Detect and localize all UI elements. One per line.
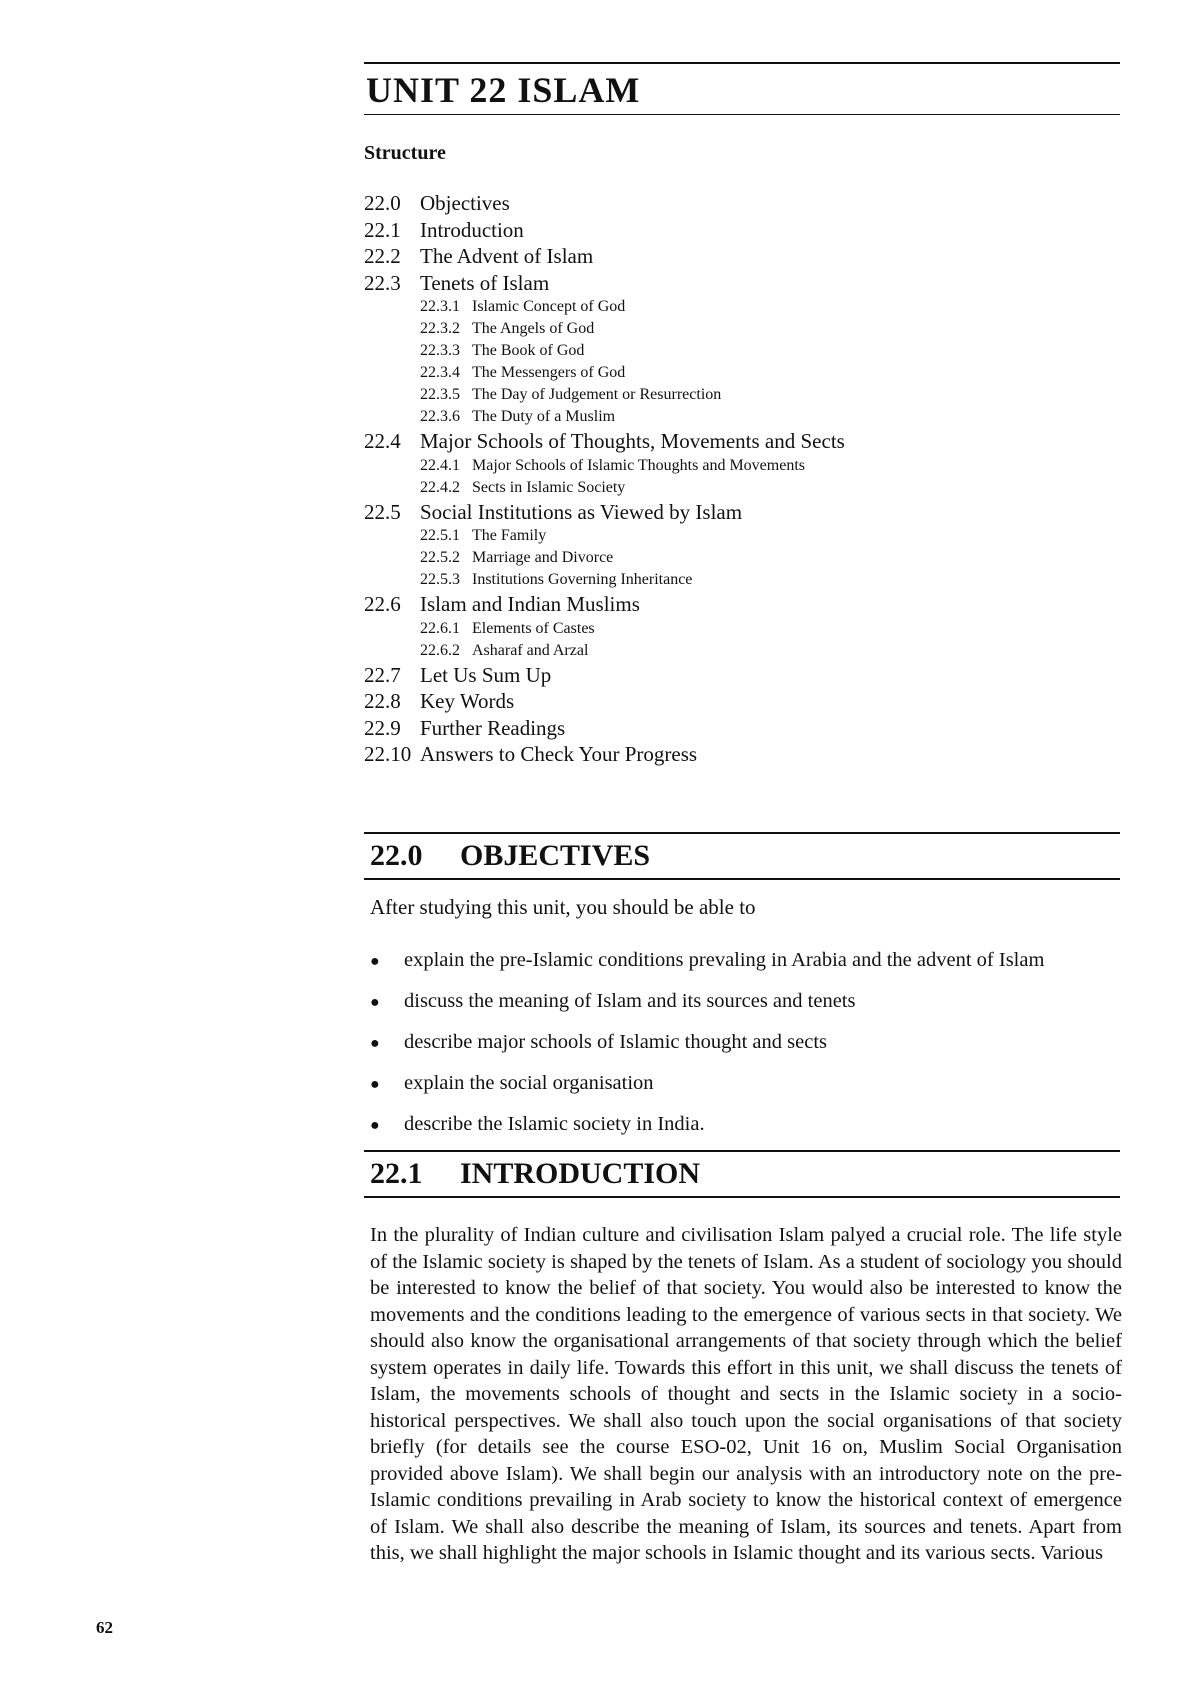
bullet-icon: ● — [370, 1076, 380, 1093]
toc-label: The Family — [472, 527, 547, 544]
list-item — [370, 1063, 1130, 1104]
toc-number: 22.3.1 — [420, 298, 460, 315]
objectives-section-number: 22.0 — [370, 839, 423, 872]
toc-subentry — [364, 525, 1124, 547]
objectives-lead: After studying this unit, you should be able to — [370, 895, 756, 919]
toc-entry — [364, 243, 1124, 270]
toc-subentry — [364, 618, 1124, 640]
page-number: 62 — [96, 1618, 113, 1637]
list-item — [370, 1104, 1130, 1145]
objective-text: explain the pre-Islamic conditions prevaling in Arabia and the advent of Islam — [404, 949, 1045, 971]
toc-number: 22.0 — [364, 191, 401, 215]
toc-label: Major Schools of Islamic Thoughts and Movements — [472, 456, 805, 474]
toc-entry — [364, 741, 1124, 768]
objective-text: describe major schools of Islamic thought and sects — [404, 1031, 827, 1053]
list-item — [370, 940, 1130, 981]
toc-entry — [364, 662, 1124, 689]
toc-subentry — [364, 296, 1124, 318]
toc-number: 22.10 — [364, 742, 412, 766]
toc-label: Asharaf and Arzal — [472, 641, 589, 659]
toc-number: 22.3 — [364, 270, 401, 295]
bullet-icon: ● — [370, 1035, 380, 1052]
toc-subentry — [364, 384, 1124, 406]
toc-label: Islam and Indian Muslims — [420, 592, 640, 616]
toc-number: 22.3.5 — [420, 386, 460, 403]
objective-text: explain the social organisation — [404, 1072, 654, 1094]
toc-number: 22.3.4 — [420, 364, 460, 381]
toc-subentry — [364, 362, 1124, 384]
toc-number: 22.5.2 — [420, 549, 460, 566]
header-rule-top — [364, 62, 1120, 64]
objectives-rule-bottom — [364, 878, 1120, 880]
toc-number: 22.6.2 — [420, 641, 460, 659]
toc-label: Marriage and Divorce — [472, 549, 614, 566]
toc-entry — [364, 591, 1124, 618]
toc-subentry — [364, 547, 1124, 569]
toc-label: The Advent of Islam — [420, 244, 594, 268]
introduction-paragraph: In the plurality of Indian culture and civilisation Islam palyed a crucial role. The life style of the Islamic society is shaped by the tenets of Islam. As a student of sociology you should be interested to know the belief of that society. You would also be interested to know the movements and the conditions leading to the emergence of various sects in that society. We should also know the organisational arrangements of that society through which the belief system operates in daily life. Towards this effort in this unit, we shall discuss the tenets of Islam, the movements schools of thought and sects in the Islamic society in a socio-historical perspectives. We shall also touch upon the social organisations of that society briefly (for details see the course ESO-02, Unit 16 on, Muslim Social Organisation provided above Islam). We shall begin our analysis with an introductory note on the pre-Islamic conditions prevailing in Arab society to know the historical context of emergence of Islam. We shall also describe the meaning of Islam, its sources and tenets. Apart from this, we shall highlight the major schools in Islamic thought and its various sects. Various — [370, 1224, 1122, 1564]
unit-title: UNIT 22 ISLAM — [366, 70, 641, 110]
bullet-icon: ● — [370, 953, 380, 970]
toc-entry — [364, 217, 1124, 244]
toc-subentry — [364, 477, 1124, 499]
list-item — [370, 1022, 1130, 1063]
objectives-heading — [364, 832, 1120, 880]
toc-label: Major Schools of Thoughts, Movements and Sects — [420, 429, 845, 453]
toc-number: 22.5.1 — [420, 527, 460, 544]
table-of-contents — [364, 190, 1124, 768]
toc-label: Social Institutions as Viewed by Islam — [420, 499, 743, 524]
toc-label: Elements of Castes — [472, 619, 595, 637]
toc-subentry — [364, 640, 1124, 662]
toc-number: 22.2 — [364, 244, 401, 268]
list-item — [370, 981, 1130, 1022]
toc-entry — [364, 688, 1124, 715]
objectives-rule-top — [364, 832, 1120, 834]
toc-number: 22.6.1 — [420, 619, 460, 637]
unit-header — [364, 62, 1120, 115]
introduction-section-title: INTRODUCTION — [460, 1157, 701, 1190]
toc-number: 22.5.3 — [420, 571, 460, 588]
structure-label: Structure — [364, 142, 446, 164]
header-rule-bottom — [364, 114, 1120, 115]
bullet-icon: ● — [370, 994, 380, 1011]
toc-label: Answers to Check Your Progress — [420, 742, 698, 766]
toc-entry — [364, 499, 1124, 526]
toc-number: 22.3.2 — [420, 320, 460, 337]
toc-subentry — [364, 406, 1124, 428]
toc-label: Sects in Islamic Society — [472, 478, 626, 496]
introduction-section-number: 22.1 — [370, 1157, 423, 1190]
toc-number: 22.5 — [364, 499, 401, 524]
toc-subentry — [364, 569, 1124, 591]
toc-label: The Book of God — [472, 342, 585, 359]
objective-text: describe the Islamic society in India. — [404, 1113, 705, 1135]
toc-label: Further Readings — [420, 715, 566, 740]
toc-number: 22.7 — [364, 662, 401, 687]
toc-label: Introduction — [420, 217, 524, 242]
toc-entry — [364, 428, 1124, 455]
toc-label: Islamic Concept of God — [472, 298, 626, 315]
toc-label: The Angels of God — [472, 320, 595, 337]
toc-label: The Duty of a Muslim — [472, 408, 616, 425]
toc-label: Objectives — [420, 191, 510, 215]
toc-subentry — [364, 318, 1124, 340]
objectives-list — [370, 940, 1130, 1145]
introduction-rule-top — [364, 1150, 1120, 1152]
toc-label: Tenets of Islam — [420, 270, 550, 295]
objective-text: discuss the meaning of Islam and its sources and tenets — [404, 990, 856, 1012]
toc-number: 22.1 — [364, 217, 401, 242]
introduction-rule-bottom — [364, 1196, 1120, 1198]
toc-number: 22.9 — [364, 715, 401, 740]
toc-number: 22.4 — [364, 429, 401, 453]
toc-number: 22.6 — [364, 592, 401, 616]
toc-number: 22.8 — [364, 689, 401, 713]
toc-number: 22.3.3 — [420, 342, 460, 359]
toc-entry — [364, 190, 1124, 217]
toc-label: The Messengers of God — [472, 364, 626, 381]
toc-number: 22.4.2 — [420, 478, 460, 496]
introduction-heading — [364, 1150, 1120, 1198]
bullet-icon: ● — [370, 1117, 380, 1134]
toc-label: The Day of Judgement or Resurrection — [472, 386, 722, 403]
objectives-section-title: OBJECTIVES — [460, 839, 651, 872]
toc-label: Institutions Governing Inheritance — [472, 571, 693, 588]
toc-number: 22.3.6 — [420, 408, 460, 425]
toc-subentry — [364, 455, 1124, 477]
toc-label: Let Us Sum Up — [420, 662, 552, 687]
toc-entry — [364, 270, 1124, 297]
toc-label: Key Words — [420, 689, 515, 713]
toc-entry — [364, 715, 1124, 742]
toc-number: 22.4.1 — [420, 456, 460, 474]
toc-subentry — [364, 340, 1124, 362]
